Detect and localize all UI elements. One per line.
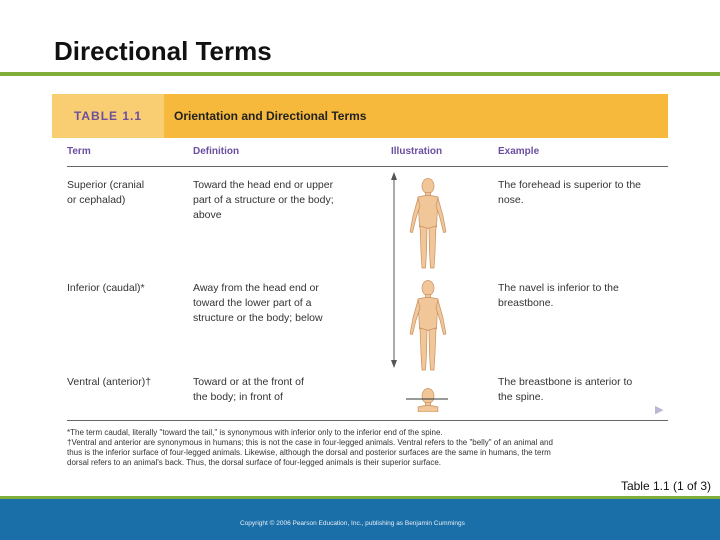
superior-inferior-arrow xyxy=(391,172,397,368)
footnote-divider xyxy=(67,420,668,421)
column-header-illustration: Illustration xyxy=(391,146,443,157)
human-figure-icon xyxy=(410,281,446,371)
illustration-body-figures xyxy=(390,172,460,412)
next-arrow-icon: ▶ xyxy=(655,404,664,416)
table-footnotes: *The term caudal, literally "toward the tail," is synonymous with inferior only to the inferior end of the spine. †Ventral and anterior are synonymous in humans; this is not the case in four-legged animals. Ventral refers to the "belly" of an animal and thus is the inferior surface of four-legged animals. Likewise, although the dorsal and posterior surfaces are the same in humans, the term dorsal refers to an animal's back. Thus, the dorsal surface of four-legged animals is their superior surface. xyxy=(67,428,553,467)
column-header-definition: Definition xyxy=(193,146,240,157)
table-number: TABLE 1.1 xyxy=(52,94,164,138)
table-title: Orientation and Directional Terms xyxy=(174,109,367,123)
table-header-bar xyxy=(52,94,668,138)
term-ventral: Ventral (anterior)† xyxy=(67,376,152,388)
human-figure-icon xyxy=(410,179,446,269)
definition-inferior: Away from the head end or toward the lower part of a structure or the body; below xyxy=(193,282,323,324)
human-figure-partial-icon xyxy=(418,389,438,413)
definition-superior: Toward the head end or upper part of a structure or the body; above xyxy=(193,179,334,221)
definition-ventral: Toward or at the front of the body; in front of xyxy=(193,376,304,403)
term-superior: Superior (cranial or cephalad) xyxy=(67,179,145,206)
slide-title: Directional Terms xyxy=(54,36,272,66)
header-divider xyxy=(67,166,668,167)
title-rule xyxy=(0,72,720,76)
column-header-term: Term xyxy=(67,146,91,157)
column-header-example: Example xyxy=(498,146,540,157)
example-ventral: The breastbone is anterior to the spine. xyxy=(498,376,633,403)
example-superior: The forehead is superior to the nose. xyxy=(498,179,642,206)
example-inferior: The navel is inferior to the breastbone. xyxy=(498,282,619,309)
footer-accent-line xyxy=(0,496,720,499)
footer-bar xyxy=(0,496,720,540)
copyright-text: Copyright © 2006 Pearson Education, Inc., publishing as Benjamin Cummings xyxy=(240,520,465,527)
table-caption: Table 1.1 (1 of 3) xyxy=(620,479,711,493)
orientation-table xyxy=(52,94,668,480)
term-inferior: Inferior (caudal)* xyxy=(67,282,145,294)
